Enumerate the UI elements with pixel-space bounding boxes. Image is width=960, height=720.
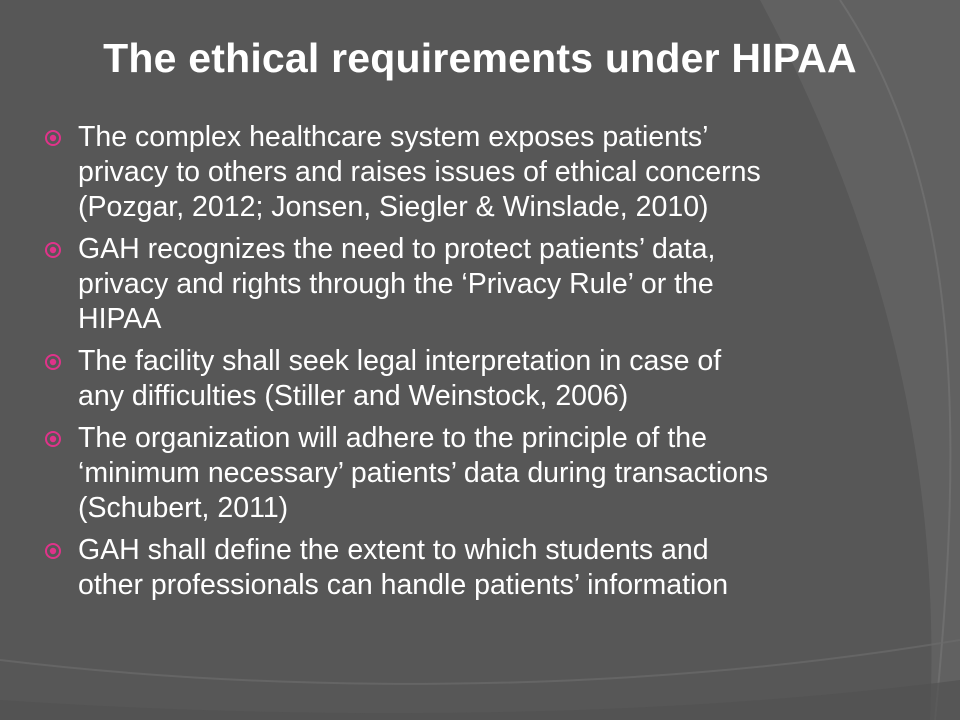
bullet-line: The facility shall seek legal interpretation in case of [78, 345, 722, 377]
bullet-item [40, 344, 935, 414]
bullet-line: The organization will adhere to the principle of the [78, 422, 707, 454]
bullet-line: (Pozgar, 2012; Jonsen, Siegler & Winslade, 2010) [78, 191, 709, 223]
circled-dot-icon [44, 430, 62, 448]
circled-dot-icon [44, 542, 62, 560]
bullet-line: The complex healthcare system exposes patients’ [78, 121, 709, 153]
bullet-line: (Schubert, 2011) [78, 492, 289, 524]
bullet-line: any difficulties (Stiller and Weinstock, 2006) [78, 380, 629, 412]
circled-dot-icon [44, 129, 62, 147]
circled-dot-icon [44, 241, 62, 259]
bullet-line: ‘minimum necessary’ patients’ data during transactions [78, 457, 769, 489]
bullet-list [40, 120, 935, 610]
bullet-item [40, 533, 935, 603]
bullet-line: HIPAA [78, 303, 162, 335]
bullet-line: privacy to others and raises issues of ethical concerns [78, 156, 761, 188]
bullet-line: GAH recognizes the need to protect patients’ data, [78, 233, 716, 265]
bullet-item [40, 120, 935, 225]
circled-dot-icon [44, 353, 62, 371]
bullet-line: other professionals can handle patients’ information [78, 569, 729, 601]
bullet-line: GAH shall define the extent to which students and [78, 534, 709, 566]
slide-title: The ethical requirements under HIPAA [103, 35, 857, 81]
bullet-item [40, 421, 935, 526]
bullet-line: privacy and rights through the ‘Privacy Rule’ or the [78, 268, 714, 300]
bullet-item [40, 232, 935, 337]
